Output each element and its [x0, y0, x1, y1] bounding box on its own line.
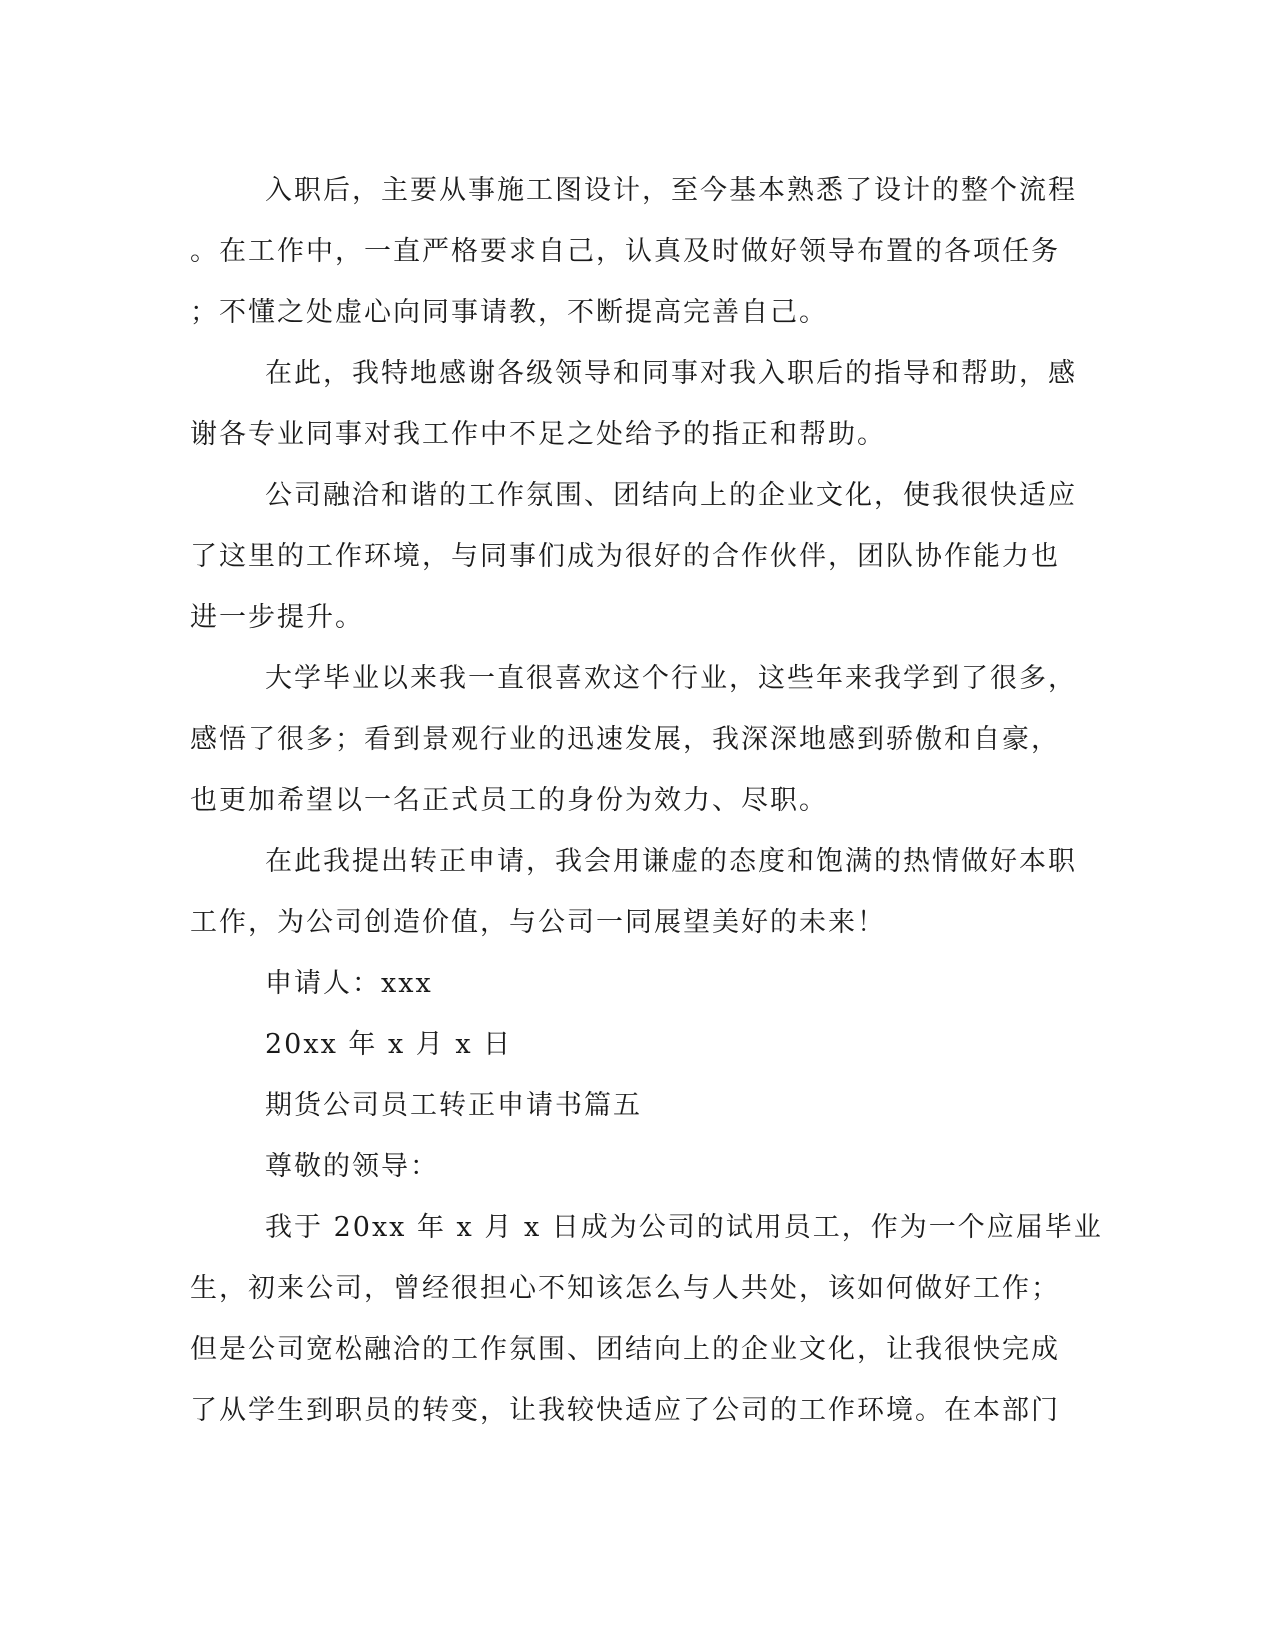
text-line: 但是公司宽松融洽的工作氛围、团结向上的企业文化，让我很快完成 [190, 1334, 1060, 1365]
document-body [190, 160, 1103, 1441]
text-line: 了从学生到职员的转变，让我较快适应了公司的工作环境。在本部门 [190, 1395, 1060, 1426]
section-title: 期货公司员工转正申请书篇五 [265, 1090, 642, 1121]
text-line: 入职后，主要从事施工图设计，至今基本熟悉了设计的整个流程 [265, 175, 1077, 206]
text-line: 生，初来公司，曾经很担心不知该怎么与人共处，该如何做好工作； [190, 1273, 1060, 1304]
text-line: 在此，我特地感谢各级领导和同事对我入职后的指导和帮助，感 [265, 358, 1077, 389]
text-line: 感悟了很多；看到景观行业的迅速发展，我深深地感到骄傲和自豪， [190, 724, 1060, 755]
text-line: 在此我提出转正申请，我会用谦虚的态度和饱满的热情做好本职 [265, 846, 1077, 877]
date-line: 20xx 年 x 月 x 日 [265, 1029, 513, 1060]
text-line: 。在工作中，一直严格要求自己，认真及时做好领导布置的各项任务 [190, 236, 1060, 267]
text-line: 我于 20xx 年 x 月 x 日成为公司的试用员工，作为一个应届毕业 [265, 1212, 1103, 1243]
text-line: 公司融洽和谐的工作氛围、团结向上的企业文化，使我很快适应 [265, 480, 1077, 511]
text-line: 大学毕业以来我一直很喜欢这个行业，这些年来我学到了很多， [265, 663, 1077, 694]
text-line: ；不懂之处虚心向同事请教，不断提高完善自己。 [190, 297, 828, 328]
text-line: 谢各专业同事对我工作中不足之处给予的指正和帮助。 [190, 419, 886, 450]
text-line: 也更加希望以一名正式员工的身份为效力、尽职。 [190, 785, 828, 816]
text-line: 了这里的工作环境，与同事们成为很好的合作伙伴，团队协作能力也 [190, 541, 1060, 572]
text-line: 工作，为公司创造价值，与公司一同展望美好的未来！ [190, 907, 886, 938]
applicant-line: 申请人：xxx [265, 968, 433, 999]
salutation: 尊敬的领导： [265, 1151, 439, 1182]
text-line: 进一步提升。 [190, 602, 364, 633]
